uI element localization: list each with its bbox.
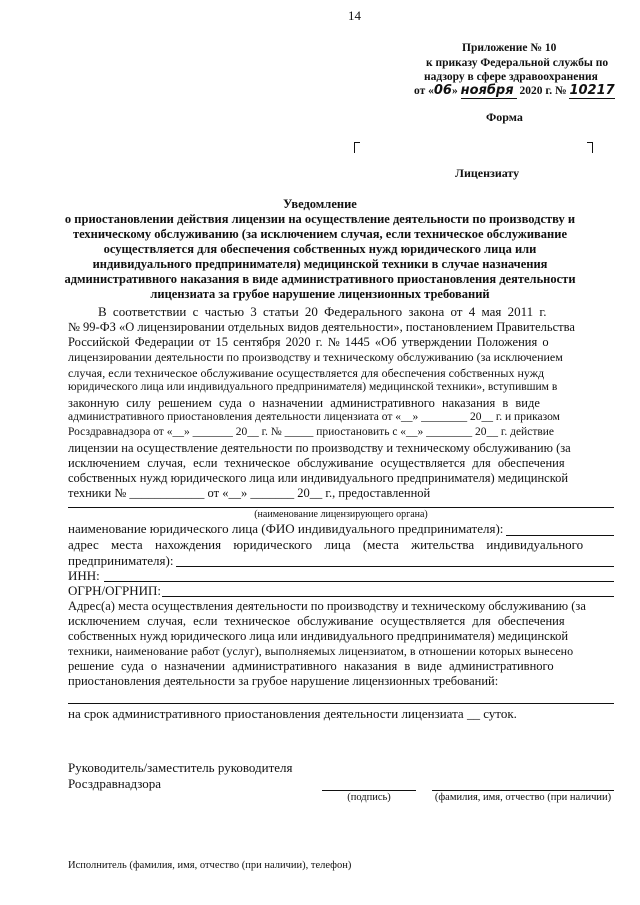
signature-caption: (подпись) — [347, 792, 391, 803]
signature-field — [322, 790, 416, 791]
body-line-8: административного приостановления деятельности лицензиата от «__» ________ 20__ г. и приказом — [68, 411, 560, 423]
full-name-field — [432, 790, 614, 791]
address-label-line-1: адрес места нахождения юридического лица (места жительства индивидуального — [68, 537, 584, 552]
places-line-1: Адрес(а) места осуществления деятельности по производству и техническому обслуживанию (за — [68, 599, 586, 613]
legal-name-label: наименование юридического лица (ФИО индивидуального предпринимателя): — [68, 521, 504, 536]
body-line-7: законную силу решением суда о назначении административного наказания в виде — [68, 396, 540, 410]
title-line-2: о приостановлении действия лицензии на осуществление деятельности по производству и — [64, 212, 576, 226]
signer-position-line-2: Росздравнадзора — [68, 776, 162, 791]
address-label-line-2: предпринимателя): — [68, 553, 174, 568]
order-date-line — [414, 83, 615, 99]
recipient-label: Лицензиату — [455, 166, 520, 180]
org-name-caption: (наименование лицензирующего органа) — [254, 509, 428, 520]
body-line-2: № 99-ФЗ «О лицензировании отдельных видов деятельности», постановлением Правительства — [68, 320, 575, 334]
places-line-4: техники, наименование работ (услуг), выполняемых лицензиатом, в отношении которых вынесено — [68, 644, 574, 658]
places-field — [68, 703, 614, 704]
body-line-9: Росздравнадзора от «__» _______ 20__ г. № _____ приостановить с «__» ________ 20__ г. действие — [68, 426, 555, 438]
title-line-7: лицензиата за грубое нарушение лицензионных требований — [150, 287, 490, 301]
address-field — [176, 566, 614, 567]
form-label: Форма — [486, 110, 523, 124]
date-month: ноября — [461, 83, 517, 99]
date-day: 06 — [433, 83, 452, 98]
ogrn-label: ОГРН/ОГРНИП: — [68, 583, 162, 598]
page-number: 14 — [348, 8, 361, 23]
places-line-5: решение суда о назначении административного наказания в виде административного — [68, 659, 554, 673]
places-line-3: собственных нужд юридического лица или индивидуального предпринимателя) медицинской — [68, 629, 569, 643]
order-line-1: к приказу Федеральной службы по — [426, 57, 609, 69]
body-line-4: лицензировании деятельности по производству и техническому обслуживанию (за исключением — [68, 350, 563, 364]
order-line-2: надзору в сфере здравоохранения — [424, 71, 598, 83]
title-line-6: административного наказания в виде административного приостановления деятельности — [64, 272, 576, 286]
body-line-3: Российской Федерации от 15 сентября 2020 г. № 1445 «Об утверждении Положения о — [68, 335, 549, 349]
places-line-6: приостановления деятельности за грубое нарушение лицензионных требований: — [68, 674, 499, 688]
date-mid: » — [451, 85, 458, 97]
inn-label: ИНН: — [68, 568, 100, 583]
body-line-10: лицензии на осуществление деятельности по производству и техническому обслуживанию (за — [68, 441, 571, 455]
body-line-5: случая, если техническое обслуживание осуществляется для обеспечения собственных нужд — [68, 366, 545, 380]
title-line-3: техническому обслуживанию (за исключением случая, если техническое обслуживание — [72, 227, 568, 241]
corner-bracket-right — [587, 142, 593, 153]
date-prefix: от « — [414, 85, 434, 97]
body-line-1: В соответствии с частью 3 статьи 20 Федерального закона от 4 мая 2011 г. — [98, 304, 547, 319]
order-number: 10217 — [569, 83, 615, 98]
org-name-line — [68, 507, 614, 508]
executor-note: Исполнитель (фамилия, имя, отчество (при наличии), телефон) — [68, 860, 352, 871]
body-line-6: юридического лица или индивидуального предпринимателя) медицинской техники», вступившим в — [68, 381, 558, 393]
signer-position-line-1: Руководитель/заместитель руководителя — [68, 760, 293, 775]
body-line-11: исключением случая, если техническое обслуживание осуществляется для обеспечения — [68, 456, 565, 470]
body-line-12: собственных нужд юридического лица или индивидуального предпринимателя) медицинской — [68, 471, 569, 485]
date-year: 2020 г. № — [519, 85, 567, 97]
ogrn-field — [162, 596, 614, 597]
legal-name-field — [506, 535, 614, 536]
body-line-13: техники № ____________ от «__» _______ 20__ г., предоставленной — [68, 486, 431, 500]
title-line-4: осуществляется для обеспечения собственных нужд юридического лица или — [103, 242, 537, 256]
corner-bracket-left — [354, 142, 360, 153]
full-name-caption: (фамилия, имя, отчество (при наличии) — [434, 792, 612, 803]
appendix-label: Приложение № 10 — [462, 42, 557, 54]
title-line-5: индивидуального предпринимателя) медицинской техники в случае назначения — [92, 257, 548, 271]
places-line-2: исключением случая, если техническое обслуживание осуществляется для обеспечения — [68, 614, 565, 628]
suspension-term: на срок административного приостановления деятельности лицензиата __ суток. — [68, 706, 517, 721]
title-line-1: Уведомление — [283, 197, 357, 211]
inn-field — [104, 581, 614, 582]
